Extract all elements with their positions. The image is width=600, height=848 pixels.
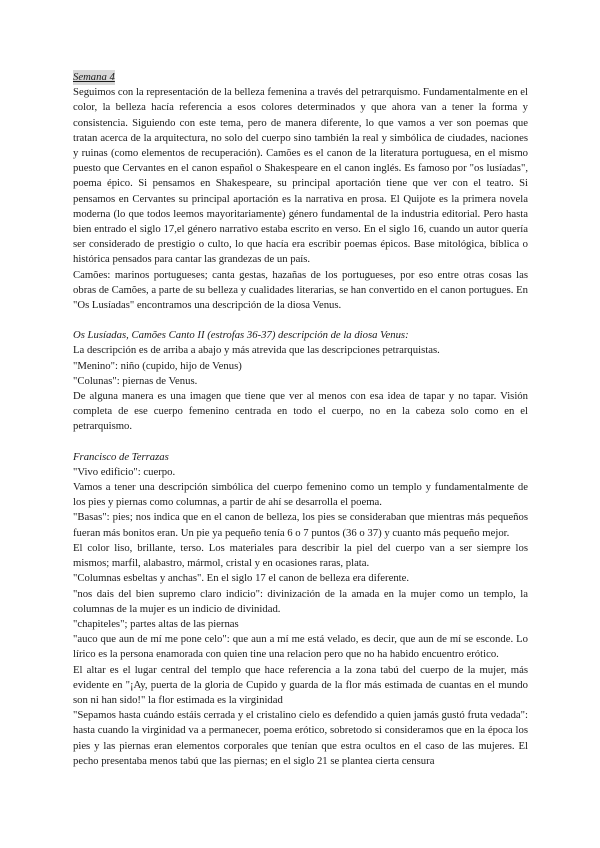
paragraph: "Columnas esbeltas y anchas". En el siglo 17 el canon de belleza era diferente. bbox=[73, 572, 410, 585]
paragraph: El altar es el lugar central del templo que hace referencia a la zona tabú del cuerpo de la mujer, más evidente en "¡Ay, puerta de la gloria de Cupido y guarda de la flor más estimada de cuantas en el mundo son ni han sido!" la flor estimada es la virginidad bbox=[73, 663, 528, 706]
paragraph: "Menino": niño (cupido, hijo de Venus) bbox=[73, 359, 242, 372]
paragraph: Vamos a tener una descripción simbólica del cuerpo femenino como un templo y fundamentalmente de los pies y piernas como columnas, a partir de ahí se desarrolla el poema. bbox=[73, 481, 528, 509]
paragraph: "chapiteles"; partes altas de las piernas bbox=[73, 617, 239, 630]
paragraph: "Basas": pies; nos indica que en el canon de belleza, los pies se consideraban que mientras más pequeños fueran más bonitos eran. Un pie ya pequeño tenía 6 o 7 puntos (36 o 37) y cuanto más pequeño mejor. bbox=[73, 511, 528, 539]
paragraph: "nos dais del bien supremo claro indicio": divinización de la amada en la mujer como un templo, la columnas de la mujer es un indicio de divinidad. bbox=[73, 587, 528, 615]
paragraph: Seguimos con la representación de la belleza femenina a través del petrarquismo. Fundamentalmente en el color, la belleza hacía referencia a esos colores determinados y que ahora van a tener la forma y consistencia. Siguiendo con este tema, pero de manera diferente, lo que vamos a ver son poemas que tratan acerca de la arquitectura, no solo del cuerpo sino también la real y simbólica de ciudades, naciones y ruinas (como elementos de recuperación). Camões es el canon de la literatura portuguesa, en el mismo puesto que Cervantes en el canon español o Shakespeare en el canon inglés. Es famoso por "os lusíadas", poema épico. Si pensamos en Shakespeare, su principal aportación tiene que ver con el teatro. Si pensamos en Cervantes su principal aportación es la narrativa en prosa. El Quijote es la primera novela moderna (lo que todos leemos mayoritariamente) género fundamental de la industria editorial. Pero hasta bien entrado el siglo 17,el género narrativo estaba escrito en verso. En el siglo 16, cuando un autor quería ser considerado de prestigio o culto, lo que hacía era escribir poemas épicos. Base mitológica, bíblica o histórica pensados para cantar las grandezas de un país. bbox=[73, 86, 528, 266]
paragraph: "Colunas": piernas de Venus. bbox=[73, 374, 198, 387]
paragraph: "Vivo edificio": cuerpo. bbox=[73, 465, 176, 478]
week-title: Semana 4 bbox=[73, 70, 115, 85]
paragraph: El color liso, brillante, terso. Los materiales para describir la piel del cuerpo van a ser siempre los mismos; marfil, alabastro, mármol, cristal y en ocasiones raras, plata. bbox=[73, 541, 528, 570]
paragraph: "Sepamos hasta cuándo estáis cerrada y el cristalino cielo es defendido a quien jamás gustó fruta vedada": hasta cuando la virginidad va a permanecer, poema erótico, sobretodo si consideramos que en la época los pies y las piernas eran elementos corporales que tenían que estra ocultos en el caso de las mujeres. El pecho presentaba menos tabú que las piernas; en el siglo 21 se plantea cierta censura bbox=[73, 709, 528, 767]
section-heading: Os Lusíadas, Camões Canto II (estrofas 36-37) descripción de la diosa Venus: bbox=[73, 329, 409, 342]
document-page bbox=[73, 70, 528, 769]
paragraph: "auco que aun de mí me pone celo": que aun a mí me está velado, es decir, que aun de mí se esconde. Lo lírico es la persona enamorada con quien tine una relacion pero que no ha habido encuentro erótico. bbox=[73, 633, 528, 661]
paragraph: La descripción es de arriba a abajo y más atrevida que las descripciones petrarquistas. bbox=[73, 344, 440, 357]
section-heading: Francisco de Terrazas bbox=[73, 450, 169, 463]
paragraph: De alguna manera es una imagen que tiene que ver al menos con esa idea de tapar y no tapar. Visión completa de ese cuerpo femenino centrada en todo el cuerpo, no en la cabeza solo como en el petrarquismo. bbox=[73, 390, 528, 433]
paragraph: Camões: marinos portugueses; canta gestas, hazañas de los portugueses, por eso entre otras cosas las obras de Camões, a parte de su belleza y cualidades literarias, se han convertido en el canon portugues. En "Os Lusíadas" encontramos una descripción de la diosa Venus. bbox=[73, 268, 528, 312]
